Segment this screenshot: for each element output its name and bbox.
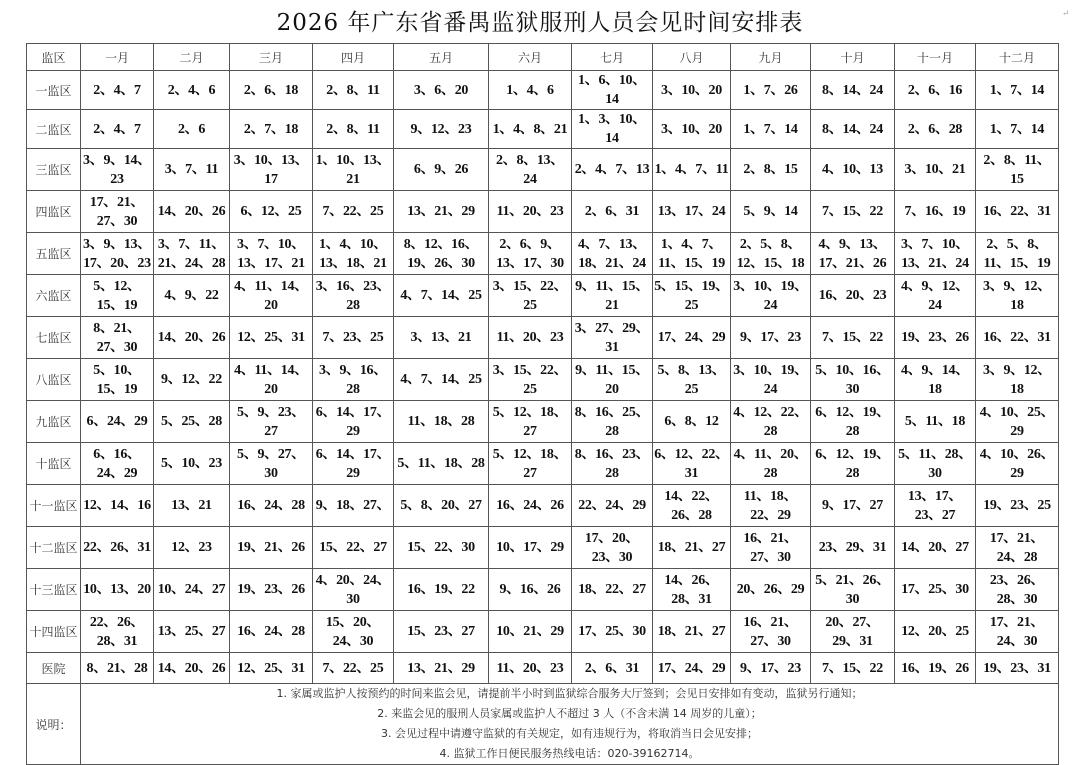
visit-dates-cell: 3、9、13、17、20、23 <box>81 233 154 275</box>
visit-dates-cell: 1、7、14 <box>976 110 1059 149</box>
visit-dates-cell: 2、6 <box>154 110 230 149</box>
paragraph-mark-icon: ↵ <box>1062 9 1070 19</box>
visit-dates-cell: 18、21、27 <box>653 527 731 569</box>
notes-content <box>81 684 1059 765</box>
visit-dates-cell: 1、4、6 <box>489 71 572 110</box>
visit-dates-cell: 4、7、14、25 <box>394 359 489 401</box>
visit-dates-cell: 5、10、16、30 <box>811 359 895 401</box>
visit-dates-cell: 8、16、23、28 <box>572 443 653 485</box>
visit-dates-cell: 5、9、27、30 <box>230 443 313 485</box>
visit-dates-cell: 5、9、14 <box>731 191 811 233</box>
visit-dates-cell: 18、21、27 <box>653 611 731 653</box>
visit-dates-cell: 5、10、23 <box>154 443 230 485</box>
visit-dates-cell: 10、13、20 <box>81 569 154 611</box>
visit-dates-cell: 22、26、28、31 <box>81 611 154 653</box>
visit-dates-cell: 9、17、27 <box>811 485 895 527</box>
visit-dates-cell: 4、9、13、17、21、26 <box>811 233 895 275</box>
visit-dates-cell: 2、6、18 <box>230 71 313 110</box>
note-item: 2. 来监会见的服刑人员家属或监护人不超过 3 人（不含未满 14 周岁的儿童）； <box>377 707 762 720</box>
zone-name: 十一监区 <box>27 485 81 527</box>
table-row <box>27 191 1059 233</box>
column-header-month: 十二月 <box>976 44 1059 71</box>
visit-dates-cell: 20、27、29、31 <box>811 611 895 653</box>
table-row <box>27 149 1059 191</box>
table-body <box>27 71 1059 684</box>
visit-dates-cell: 5、12、15、19 <box>81 275 154 317</box>
visit-dates-cell: 19、23、25 <box>976 485 1059 527</box>
visit-dates-cell: 11、18、22、29 <box>731 485 811 527</box>
visit-dates-cell: 3、15、22、25 <box>489 275 572 317</box>
visit-dates-cell: 2、8、11、15 <box>976 149 1059 191</box>
visit-dates-cell: 5、9、23、27 <box>230 401 313 443</box>
visit-dates-cell: 6、12、19、28 <box>811 443 895 485</box>
visit-dates-cell: 17、24、29 <box>653 653 731 684</box>
visit-dates-cell: 2、6、31 <box>572 653 653 684</box>
column-header-zone: 监区 <box>27 44 81 71</box>
zone-name: 九监区 <box>27 401 81 443</box>
visit-dates-cell: 5、15、19、25 <box>653 275 731 317</box>
visit-dates-cell: 16、21、27、30 <box>731 611 811 653</box>
visit-dates-cell: 3、10、20 <box>653 110 731 149</box>
visit-dates-cell: 6、14、17、29 <box>313 401 394 443</box>
table-row <box>27 485 1059 527</box>
visit-dates-cell: 16、24、26 <box>489 485 572 527</box>
visit-dates-cell: 6、12、22、31 <box>653 443 731 485</box>
visit-dates-cell: 14、20、26 <box>154 653 230 684</box>
table-row <box>27 110 1059 149</box>
column-header-month: 十一月 <box>895 44 976 71</box>
visit-dates-cell: 16、20、23 <box>811 275 895 317</box>
visit-dates-cell: 10、21、29 <box>489 611 572 653</box>
visit-dates-cell: 8、14、24 <box>811 110 895 149</box>
visit-dates-cell: 19、21、26 <box>230 527 313 569</box>
visit-dates-cell: 6、12、19、28 <box>811 401 895 443</box>
visit-dates-cell: 5、25、28 <box>154 401 230 443</box>
visit-dates-cell: 2、6、31 <box>572 191 653 233</box>
visit-dates-cell: 3、7、11、21、24、28 <box>154 233 230 275</box>
zone-name: 十监区 <box>27 443 81 485</box>
column-header-month: 八月 <box>653 44 731 71</box>
visit-dates-cell: 4、12、22、28 <box>731 401 811 443</box>
visit-dates-cell: 6、12、25 <box>230 191 313 233</box>
visit-dates-cell: 4、11、14、20 <box>230 275 313 317</box>
visit-dates-cell: 4、11、20、28 <box>731 443 811 485</box>
visit-dates-cell: 2、5、8、11、15、19 <box>976 233 1059 275</box>
visit-dates-cell: 17、25、30 <box>895 569 976 611</box>
zone-name: 十三监区 <box>27 569 81 611</box>
zone-name: 八监区 <box>27 359 81 401</box>
visit-dates-cell: 1、6、10、14 <box>572 71 653 110</box>
visit-dates-cell: 2、6、9、13、17、30 <box>489 233 572 275</box>
table-row <box>27 233 1059 275</box>
visit-dates-cell: 12、25、31 <box>230 653 313 684</box>
table-row <box>27 71 1059 110</box>
visit-dates-cell: 9、11、15、20 <box>572 359 653 401</box>
visit-dates-cell: 16、22、31 <box>976 317 1059 359</box>
visit-dates-cell: 10、24、27 <box>154 569 230 611</box>
visit-dates-cell: 23、26、28、30 <box>976 569 1059 611</box>
visit-dates-cell: 7、16、19 <box>895 191 976 233</box>
zone-name: 六监区 <box>27 275 81 317</box>
visit-dates-cell: 9、18、27、 <box>313 485 394 527</box>
visit-dates-cell: 22、26、31 <box>81 527 154 569</box>
visit-dates-cell: 8、14、24 <box>811 71 895 110</box>
table-row <box>27 401 1059 443</box>
visit-dates-cell: 11、20、23 <box>489 653 572 684</box>
table-row <box>27 317 1059 359</box>
visit-dates-cell: 1、4、10、13、18、21 <box>313 233 394 275</box>
visit-dates-cell: 8、21、27、30 <box>81 317 154 359</box>
visit-dates-cell: 5、10、15、19 <box>81 359 154 401</box>
visit-dates-cell: 4、9、22 <box>154 275 230 317</box>
visit-dates-cell: 3、7、10、13、21、24 <box>895 233 976 275</box>
visit-dates-cell: 5、11、28、30 <box>895 443 976 485</box>
visit-dates-cell: 2、4、7、13 <box>572 149 653 191</box>
visit-dates-cell: 14、20、27 <box>895 527 976 569</box>
visit-dates-cell: 3、10、13、17 <box>230 149 313 191</box>
zone-name: 三监区 <box>27 149 81 191</box>
column-header-month: 四月 <box>313 44 394 71</box>
visit-dates-cell: 4、7、13、18、21、24 <box>572 233 653 275</box>
table-row <box>27 569 1059 611</box>
visit-dates-cell: 3、7、10、13、17、21 <box>230 233 313 275</box>
note-item: 1. 家属或监护人按预约的时间来监会见，请提前半小时到监狱综合服务大厅签到；会见日安排如有变动，监狱另行通知； <box>276 687 863 700</box>
visit-dates-cell: 3、6、20 <box>394 71 489 110</box>
visit-dates-cell: 5、8、20、27 <box>394 485 489 527</box>
visit-dates-cell: 9、17、23 <box>731 653 811 684</box>
visit-dates-cell: 1、4、7、11、15、19 <box>653 233 731 275</box>
visit-dates-cell: 2、8、11 <box>313 110 394 149</box>
visit-dates-cell: 5、11、18 <box>895 401 976 443</box>
visit-dates-cell: 11、20、23 <box>489 191 572 233</box>
visit-dates-cell: 2、8、15 <box>731 149 811 191</box>
visit-dates-cell: 8、21、28 <box>81 653 154 684</box>
visit-dates-cell: 5、21、26、30 <box>811 569 895 611</box>
visit-dates-cell: 12、23 <box>154 527 230 569</box>
visit-dates-cell: 19、23、26 <box>230 569 313 611</box>
visit-dates-cell: 12、25、31 <box>230 317 313 359</box>
visit-dates-cell: 12、14、16 <box>81 485 154 527</box>
table-row <box>27 359 1059 401</box>
visit-dates-cell: 3、13、21 <box>394 317 489 359</box>
visit-dates-cell: 2、8、13、24 <box>489 149 572 191</box>
visit-dates-cell: 4、10、13 <box>811 149 895 191</box>
visit-dates-cell: 2、4、6 <box>154 71 230 110</box>
visit-dates-cell: 7、15、22 <box>811 317 895 359</box>
visit-dates-cell: 13、21、29 <box>394 653 489 684</box>
visit-dates-cell: 12、20、25 <box>895 611 976 653</box>
visit-dates-cell: 13、21 <box>154 485 230 527</box>
visit-dates-cell: 7、22、25 <box>313 653 394 684</box>
visit-dates-cell: 9、11、15、21 <box>572 275 653 317</box>
visit-dates-cell: 9、12、23 <box>394 110 489 149</box>
visit-dates-cell: 5、12、18、27 <box>489 401 572 443</box>
column-header-month: 五月 <box>394 44 489 71</box>
zone-name: 十二监区 <box>27 527 81 569</box>
visit-dates-cell: 5、8、13、25 <box>653 359 731 401</box>
visit-dates-cell: 1、4、7、11 <box>653 149 731 191</box>
table-row <box>27 527 1059 569</box>
visit-dates-cell: 4、9、14、18 <box>895 359 976 401</box>
column-header-month: 一月 <box>81 44 154 71</box>
visit-dates-cell: 16、19、22 <box>394 569 489 611</box>
visit-dates-cell: 9、16、26 <box>489 569 572 611</box>
visit-dates-cell: 9、17、23 <box>731 317 811 359</box>
table-row <box>27 443 1059 485</box>
page-title: 2026 年广东省番禺监狱服刑人员会见时间安排表 <box>276 10 804 36</box>
visit-dates-cell: 18、22、27 <box>572 569 653 611</box>
zone-name: 二监区 <box>27 110 81 149</box>
visit-dates-cell: 20、26、29 <box>731 569 811 611</box>
table-row <box>27 611 1059 653</box>
visit-dates-cell: 3、10、19、24 <box>731 275 811 317</box>
visit-dates-cell: 5、11、18、28 <box>394 443 489 485</box>
visit-dates-cell: 17、21、24、30 <box>976 611 1059 653</box>
visit-dates-cell: 4、10、26、29 <box>976 443 1059 485</box>
visit-dates-cell: 14、22、26、28 <box>653 485 731 527</box>
table-row <box>27 275 1059 317</box>
note-item: 3. 会见过程中请遵守监狱的有关规定，如有违规行为，将取消当日会见安排； <box>381 727 758 740</box>
visit-schedule-table <box>26 43 1059 765</box>
visit-dates-cell: 4、10、25、29 <box>976 401 1059 443</box>
zone-name: 十四监区 <box>27 611 81 653</box>
visit-dates-cell: 14、20、26 <box>154 317 230 359</box>
notes-row <box>27 684 1059 765</box>
visit-dates-cell: 1、7、26 <box>731 71 811 110</box>
visit-dates-cell: 4、20、24、30 <box>313 569 394 611</box>
visit-dates-cell: 7、15、22 <box>811 191 895 233</box>
visit-dates-cell: 11、20、23 <box>489 317 572 359</box>
visit-dates-cell: 5、12、18、27 <box>489 443 572 485</box>
visit-dates-cell: 4、9、12、24 <box>895 275 976 317</box>
visit-dates-cell: 1、3、10、14 <box>572 110 653 149</box>
visit-dates-cell: 6、8、12 <box>653 401 731 443</box>
visit-dates-cell: 16、24、28 <box>230 611 313 653</box>
visit-dates-cell: 3、9、12、18 <box>976 275 1059 317</box>
visit-dates-cell: 8、16、25、28 <box>572 401 653 443</box>
visit-dates-cell: 7、23、25 <box>313 317 394 359</box>
visit-dates-cell: 3、10、21 <box>895 149 976 191</box>
visit-dates-cell: 17、21、27、30 <box>81 191 154 233</box>
visit-dates-cell: 3、10、20 <box>653 71 731 110</box>
zone-name: 七监区 <box>27 317 81 359</box>
visit-dates-cell: 3、10、19、24 <box>731 359 811 401</box>
visit-dates-cell: 22、24、29 <box>572 485 653 527</box>
visit-dates-cell: 2、5、8、12、15、18 <box>731 233 811 275</box>
visit-dates-cell: 14、20、26 <box>154 191 230 233</box>
visit-dates-cell: 19、23、26 <box>895 317 976 359</box>
visit-dates-cell: 17、24、29 <box>653 317 731 359</box>
visit-dates-cell: 16、19、26 <box>895 653 976 684</box>
visit-dates-cell: 4、7、14、25 <box>394 275 489 317</box>
note-item: 4. 监狱工作日便民服务热线电话：020-39162714。 <box>439 747 700 760</box>
column-header-month: 七月 <box>572 44 653 71</box>
visit-dates-cell: 2、6、28 <box>895 110 976 149</box>
visit-dates-cell: 2、6、16 <box>895 71 976 110</box>
visit-dates-cell: 3、9、16、28 <box>313 359 394 401</box>
visit-dates-cell: 1、10、13、21 <box>313 149 394 191</box>
zone-name: 四监区 <box>27 191 81 233</box>
visit-dates-cell: 14、26、28、31 <box>653 569 731 611</box>
zone-name: 医院 <box>27 653 81 684</box>
visit-dates-cell: 13、17、24 <box>653 191 731 233</box>
visit-dates-cell: 3、9、14、23 <box>81 149 154 191</box>
visit-dates-cell: 13、25、27 <box>154 611 230 653</box>
column-header-month: 九月 <box>731 44 811 71</box>
visit-dates-cell: 3、7、11 <box>154 149 230 191</box>
table-row <box>27 653 1059 684</box>
visit-dates-cell: 4、11、14、20 <box>230 359 313 401</box>
visit-dates-cell: 11、18、28 <box>394 401 489 443</box>
visit-dates-cell: 8、12、16、19、26、30 <box>394 233 489 275</box>
visit-dates-cell: 6、24、29 <box>81 401 154 443</box>
visit-dates-cell: 19、23、31 <box>976 653 1059 684</box>
visit-dates-cell: 6、14、17、29 <box>313 443 394 485</box>
visit-dates-cell: 7、22、25 <box>313 191 394 233</box>
visit-dates-cell: 3、15、22、25 <box>489 359 572 401</box>
visit-dates-cell: 3、16、23、28 <box>313 275 394 317</box>
visit-dates-cell: 2、4、7 <box>81 71 154 110</box>
visit-dates-cell: 1、7、14 <box>976 71 1059 110</box>
column-header-month: 十月 <box>811 44 895 71</box>
visit-dates-cell: 13、21、29 <box>394 191 489 233</box>
visit-dates-cell: 9、12、22 <box>154 359 230 401</box>
visit-dates-cell: 2、8、11 <box>313 71 394 110</box>
visit-dates-cell: 10、17、29 <box>489 527 572 569</box>
visit-dates-cell: 16、24、28 <box>230 485 313 527</box>
table-header-row <box>27 44 1059 71</box>
visit-dates-cell: 1、7、14 <box>731 110 811 149</box>
visit-dates-cell: 6、16、24、29 <box>81 443 154 485</box>
visit-dates-cell: 2、4、7 <box>81 110 154 149</box>
zone-name: 五监区 <box>27 233 81 275</box>
visit-dates-cell: 17、21、24、28 <box>976 527 1059 569</box>
visit-dates-cell: 15、20、24、30 <box>313 611 394 653</box>
visit-dates-cell: 3、9、12、18 <box>976 359 1059 401</box>
column-header-month: 三月 <box>230 44 313 71</box>
column-header-month: 二月 <box>154 44 230 71</box>
visit-dates-cell: 15、22、30 <box>394 527 489 569</box>
visit-dates-cell: 7、15、22 <box>811 653 895 684</box>
visit-dates-cell: 3、27、29、31 <box>572 317 653 359</box>
visit-dates-cell: 23、29、31 <box>811 527 895 569</box>
visit-dates-cell: 13、17、23、27 <box>895 485 976 527</box>
visit-dates-cell: 2、7、18 <box>230 110 313 149</box>
visit-dates-cell: 1、4、8、21 <box>489 110 572 149</box>
visit-dates-cell: 17、25、30 <box>572 611 653 653</box>
visit-dates-cell: 15、23、27 <box>394 611 489 653</box>
notes-label: 说明： <box>27 684 81 765</box>
column-header-month: 六月 <box>489 44 572 71</box>
zone-name: 一监区 <box>27 71 81 110</box>
visit-dates-cell: 15、22、27 <box>313 527 394 569</box>
visit-dates-cell: 17、20、23、30 <box>572 527 653 569</box>
visit-dates-cell: 16、22、31 <box>976 191 1059 233</box>
visit-dates-cell: 6、9、26 <box>394 149 489 191</box>
visit-dates-cell: 16、21、27、30 <box>731 527 811 569</box>
